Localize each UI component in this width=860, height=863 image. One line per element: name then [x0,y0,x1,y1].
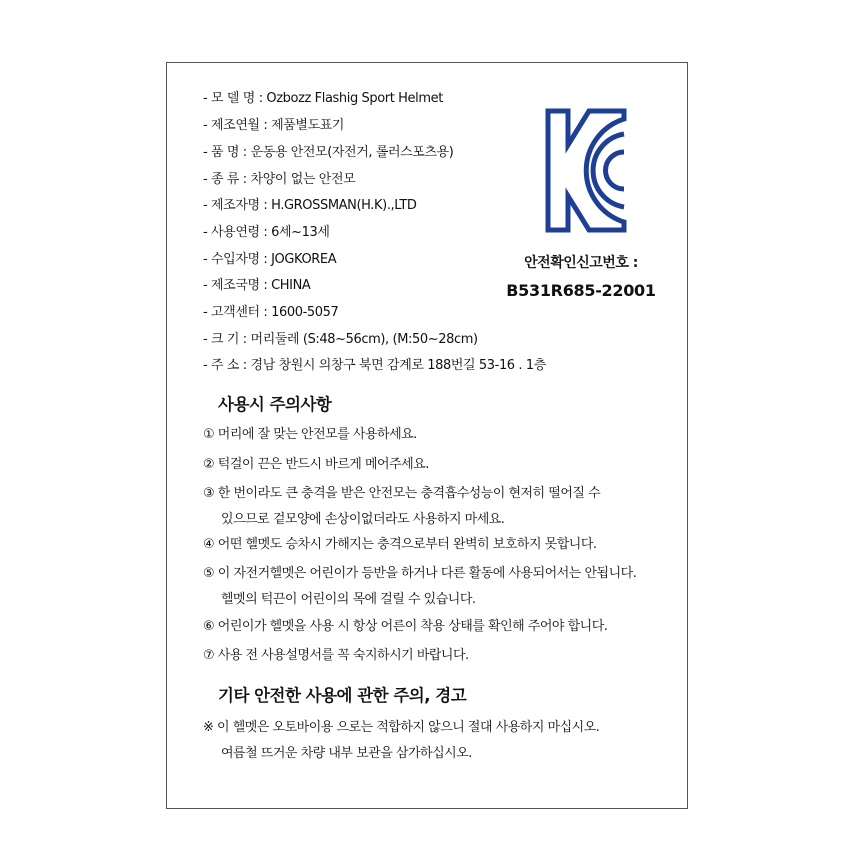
spec-value: 1600-5057 [271,305,339,320]
spec-label: - 품 명 : [203,145,247,160]
spec-value: H.GROSSMAN(H.K).,LTD [271,198,417,213]
spec-manufacture-date [203,118,344,134]
spec-age [203,225,330,241]
spec-label: - 주 소 : [203,358,247,373]
spec-label: - 사용연령 : [203,225,268,240]
caution-item: ④ 어떤 헬멧도 승차시 가해지는 충격으로부터 완벽히 보호하지 못합니다. [203,537,597,552]
spec-country [203,278,310,294]
spec-address [203,358,546,374]
spec-value: 운동용 안전모(자전거, 롤러스포츠용) [250,145,454,160]
spec-label: - 수입자명 : [203,252,268,267]
spec-value: CHINA [271,278,311,293]
spec-value: 제품별도표기 [271,118,345,133]
spec-value: 경남 창원시 의창구 북면 감계로 188번길 53-16 . 1층 [250,358,546,373]
warning-item-continued: 여름철 뜨거운 차량 내부 보관을 삼가하십시오. [221,746,472,761]
warning-item: ※ 이 헬멧은 오토바이용 으로는 적합하지 않으니 절대 사용하지 마십시오. [203,720,600,735]
spec-size [203,332,478,348]
spec-label: - 모 델 명 : [203,91,263,106]
caution-item: ③ 한 번이라도 큰 충격을 받은 안전모는 충격흡수성능이 현저히 떨어질 수 [203,486,601,501]
spec-type [203,172,355,188]
spec-label: - 제조연월 : [203,118,268,133]
spec-manufacturer [203,198,416,214]
caution-item: ⑥ 어린이가 헬멧을 사용 시 항상 어른이 착용 상태를 확인해 주어야 합니다. [203,619,608,634]
spec-model [203,91,443,107]
spec-label: - 크 기 : [203,332,247,347]
spec-label: - 제조국명 : [203,278,268,293]
caution-item: ⑦ 사용 전 사용설명서를 꼭 숙지하시기 바랍니다. [203,648,469,663]
caution-item: ② 턱걸이 끈은 반드시 바르게 메어주세요. [203,457,429,472]
kc-mark-logo [545,108,627,233]
spec-importer [203,252,336,268]
spec-value: JOGKOREA [271,252,337,267]
spec-label: - 제조자명 : [203,198,268,213]
cautions-title: 사용시 주의사항 [218,395,332,414]
spec-value: 6세~13세 [271,225,330,240]
safety-cert-number: B531R685-22001 [506,281,656,300]
warnings-title: 기타 안전한 사용에 관한 주의, 경고 [218,686,467,705]
caution-item-continued: 있으므로 겉모양에 손상이없더라도 사용하지 마세요. [221,512,505,527]
spec-value: Ozbozz Flashig Sport Helmet [266,91,443,106]
caution-item: ⑤ 이 자전거헬멧은 어린이가 등반을 하거나 다른 활동에 사용되어서는 안됩니다. [203,566,637,581]
spec-value: 머리둘레 (S:48~56cm), (M:50~28cm) [250,332,478,347]
caution-item-continued: 헬멧의 턱끈이 어린이의 목에 걸릴 수 있습니다. [221,592,476,607]
safety-cert-label: 안전확인신고번호 : [524,255,638,271]
spec-label: - 종 류 : [203,172,247,187]
spec-product-name [203,145,453,161]
caution-item: ① 머리에 잘 맞는 안전모를 사용하세요. [203,427,417,442]
spec-label: - 고객센터 : [203,305,268,320]
spec-value: 차양이 없는 안전모 [250,172,356,187]
spec-customer-center [203,305,338,321]
